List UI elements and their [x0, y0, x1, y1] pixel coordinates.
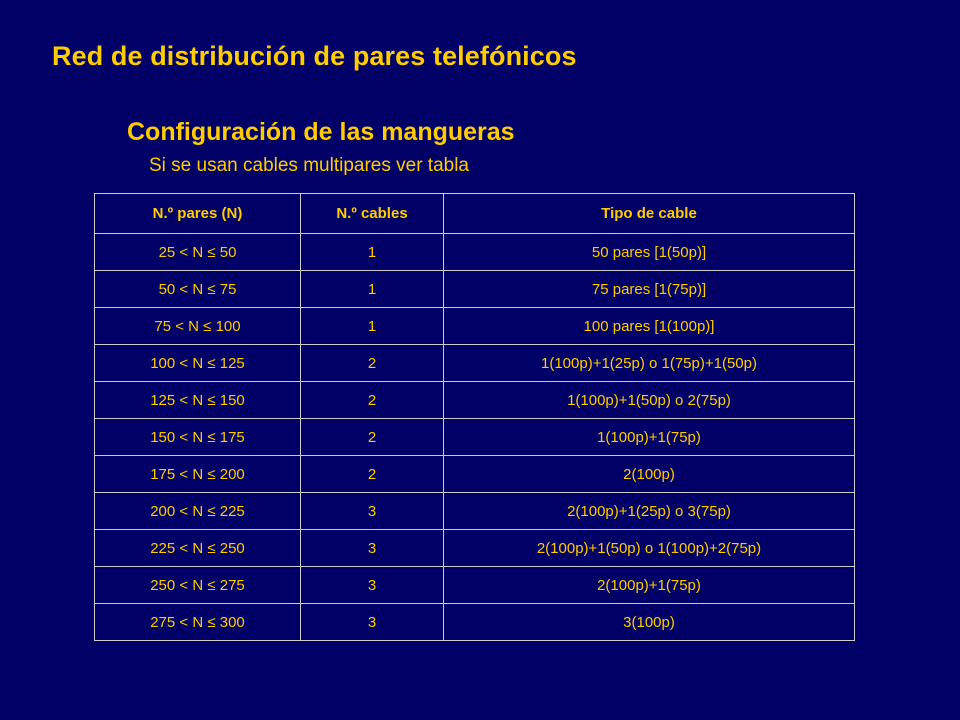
header-pares: N.º pares (N) [95, 194, 301, 234]
cell-cables: 1 [301, 271, 444, 308]
table-row [95, 345, 855, 382]
cell-tipo: 50 pares [1(50p)] [444, 234, 855, 271]
table-row [95, 234, 855, 271]
cell-cables: 2 [301, 345, 444, 382]
table-note: Si se usan cables multipares ver tabla [149, 155, 469, 176]
cell-tipo: 2(100p)+1(50p) o 1(100p)+2(75p) [444, 530, 855, 567]
table-row [95, 419, 855, 456]
cell-pares: 75 < N ≤ 100 [95, 308, 301, 345]
header-tipo: Tipo de cable [444, 194, 855, 234]
cell-cables: 1 [301, 234, 444, 271]
cell-pares: 50 < N ≤ 75 [95, 271, 301, 308]
cell-cables: 3 [301, 604, 444, 641]
cable-configuration-table [94, 193, 855, 641]
cell-pares: 200 < N ≤ 225 [95, 493, 301, 530]
cell-tipo: 100 pares [1(100p)] [444, 308, 855, 345]
header-cables: N.º cables [301, 194, 444, 234]
cell-tipo: 2(100p) [444, 456, 855, 493]
table-row [95, 530, 855, 567]
cell-tipo: 1(100p)+1(25p) o 1(75p)+1(50p) [444, 345, 855, 382]
table-row [95, 493, 855, 530]
cell-cables: 1 [301, 308, 444, 345]
table-header-row [95, 194, 855, 234]
cell-pares: 275 < N ≤ 300 [95, 604, 301, 641]
cell-pares: 250 < N ≤ 275 [95, 567, 301, 604]
cell-tipo: 1(100p)+1(75p) [444, 419, 855, 456]
table-row [95, 271, 855, 308]
cell-cables: 2 [301, 456, 444, 493]
cell-pares: 25 < N ≤ 50 [95, 234, 301, 271]
cell-pares: 125 < N ≤ 150 [95, 382, 301, 419]
table-row [95, 604, 855, 641]
cell-tipo: 75 pares [1(75p)] [444, 271, 855, 308]
cell-cables: 3 [301, 567, 444, 604]
table-row [95, 308, 855, 345]
page-title: Red de distribución de pares telefónicos [52, 41, 577, 71]
table-row [95, 382, 855, 419]
table-row [95, 567, 855, 604]
cell-tipo: 1(100p)+1(50p) o 2(75p) [444, 382, 855, 419]
cell-cables: 3 [301, 530, 444, 567]
cell-pares: 150 < N ≤ 175 [95, 419, 301, 456]
cell-tipo: 3(100p) [444, 604, 855, 641]
table-row [95, 456, 855, 493]
cell-cables: 2 [301, 382, 444, 419]
cell-cables: 2 [301, 419, 444, 456]
cell-cables: 3 [301, 493, 444, 530]
cell-pares: 175 < N ≤ 200 [95, 456, 301, 493]
cell-tipo: 2(100p)+1(25p) o 3(75p) [444, 493, 855, 530]
cell-tipo: 2(100p)+1(75p) [444, 567, 855, 604]
cell-pares: 100 < N ≤ 125 [95, 345, 301, 382]
cell-pares: 225 < N ≤ 250 [95, 530, 301, 567]
section-subtitle: Configuración de las mangueras [127, 118, 515, 146]
